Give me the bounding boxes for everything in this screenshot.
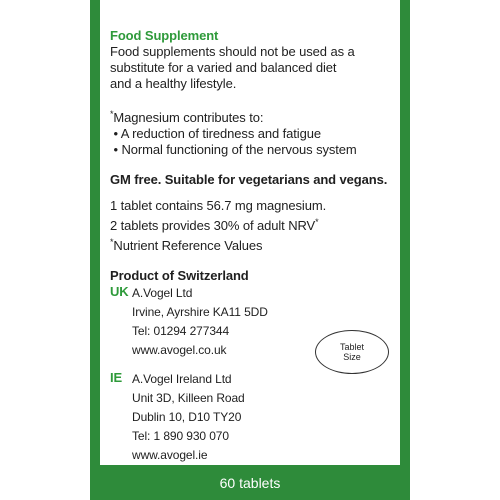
asterisk-mark: * — [110, 237, 114, 247]
dosage-line — [110, 214, 400, 234]
ie-address-lines — [132, 370, 400, 465]
dosage-footnote — [110, 234, 400, 254]
address-line: A.Vogel Ltd — [132, 286, 193, 300]
left-green-border — [90, 0, 100, 500]
ie-tag: IE — [110, 370, 123, 385]
food-supplement-line: and a healthy lifestyle. — [110, 76, 237, 91]
dosage-line: 1 tablet contains 56.7 mg magnesium. — [110, 198, 327, 213]
address-line: Unit 3D, Killeen Road — [132, 391, 245, 405]
website: www.avogel.co.uk — [132, 343, 227, 357]
asterisk-mark: * — [315, 217, 319, 227]
address-line: A.Vogel Ireland Ltd — [132, 372, 232, 386]
address-line: Dublin 10, D10 TY20 — [132, 410, 242, 424]
tablet-size-line: Size — [343, 352, 361, 362]
tablet-count-footer — [100, 465, 400, 500]
tablet-size-line: Tablet — [339, 342, 365, 352]
magnesium-intro — [110, 106, 400, 126]
address-line: Tel: 1 890 930 070 — [132, 429, 229, 443]
left-margin — [0, 0, 90, 500]
bullet-text: Normal functioning of the nervous system — [121, 142, 357, 157]
food-supplement-text — [110, 44, 400, 92]
tablet-size-label — [340, 342, 364, 362]
uk-tag: UK — [110, 284, 129, 299]
bullet-icon: • — [113, 142, 118, 157]
dosage-line-text: 2 tablets provides 30% of adult NRV — [110, 218, 316, 233]
bullet-text: A reduction of tiredness and fatigue — [120, 126, 321, 141]
tablet-count: 60 tablets — [219, 474, 281, 491]
magnesium-bullet — [110, 142, 400, 158]
food-supplement-line: substitute for a varied and balanced diet — [110, 60, 337, 75]
label-content — [110, 28, 400, 465]
tablet-size-oval — [315, 330, 389, 374]
website: www.avogel.ie — [132, 448, 208, 462]
dosage-info — [110, 198, 400, 254]
magnesium-bullet — [110, 126, 400, 142]
magnesium-intro-text: Magnesium contributes to: — [113, 110, 264, 125]
food-supplement-line: Food supplements should not be used as a — [110, 44, 355, 59]
right-green-border — [400, 0, 410, 500]
dosage-footnote-text: Nutrient Reference Values — [113, 238, 263, 253]
address-line: Tel: 01294 277344 — [132, 324, 230, 338]
magnesium-claims — [110, 106, 400, 158]
ie-address — [110, 370, 400, 465]
origin-statement: Product of Switzerland — [110, 268, 249, 283]
bullet-icon: • — [113, 126, 118, 141]
gm-free-statement: GM free. Suitable for vegetarians and vegans. — [110, 172, 388, 187]
asterisk-mark: * — [110, 109, 114, 119]
food-supplement-heading: Food Supplement — [110, 28, 219, 43]
address-line: Irvine, Ayrshire KA11 5DD — [132, 305, 268, 319]
